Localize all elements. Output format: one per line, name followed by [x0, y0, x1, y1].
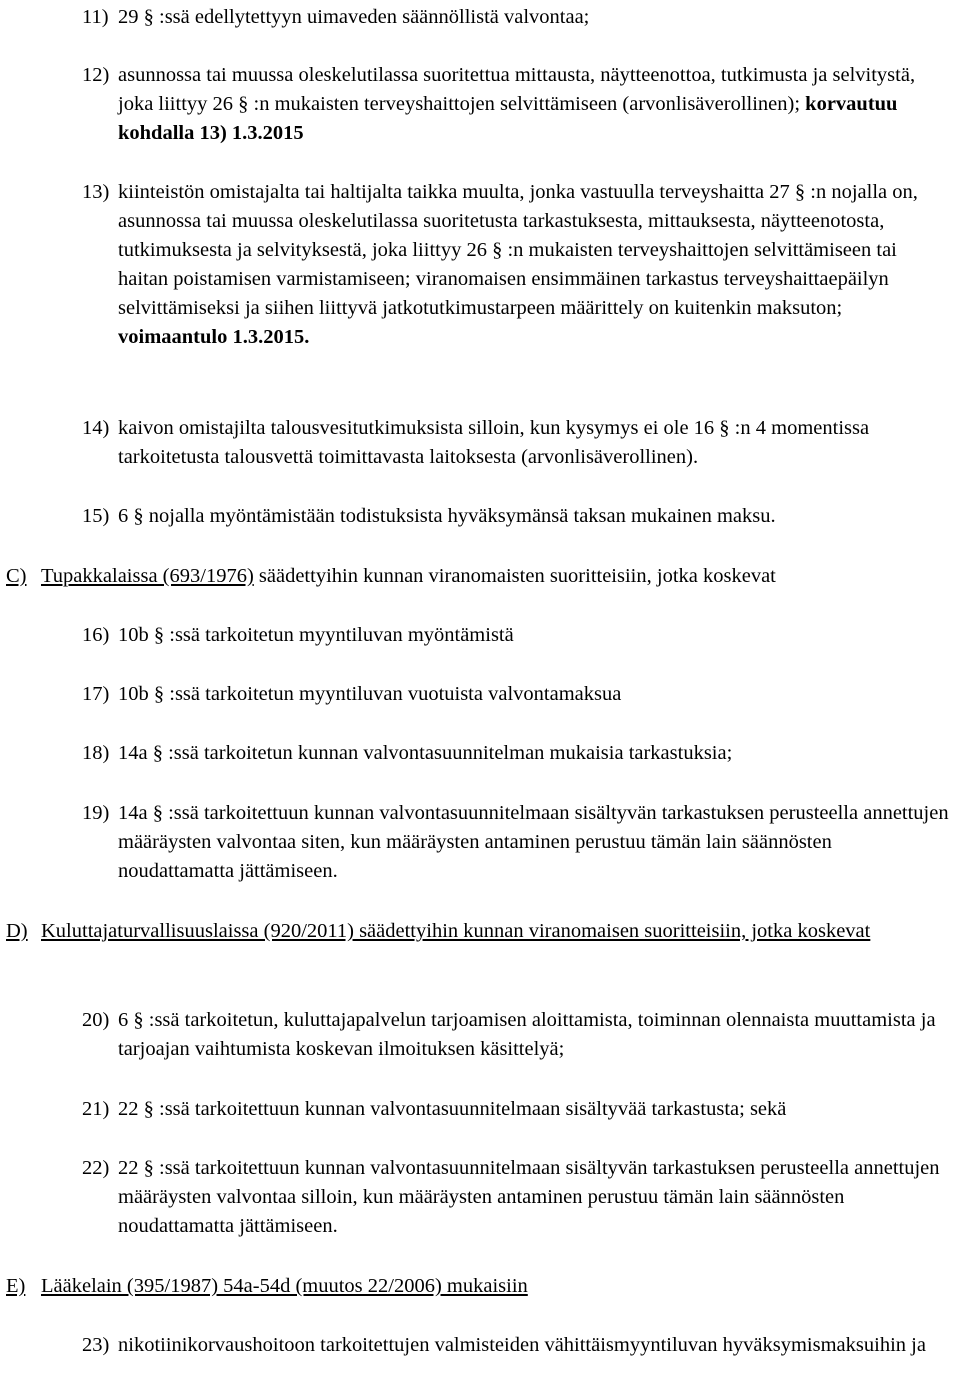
item-text: 22 § :ssä tarkoitettuun kunnan valvontasuunnitelmaan sisältyvän tarkastuksen perusteella annettujen määräysten valvontaa silloin, kun määräysten antaminen perustuu tämän lain säännösten noudattamatta jättämiseen. — [118, 1157, 940, 1237]
section-text: Tupakkalaissa (693/1976) säädettyihin kunnan viranomaisten suoritteisiin, jotka koskevat — [41, 565, 776, 587]
item-number: 18) — [82, 742, 110, 764]
list-item-21 — [82, 1095, 952, 1124]
section-d-heading — [6, 917, 956, 946]
list-item-11 — [82, 3, 952, 32]
item-number: 12) — [82, 64, 110, 86]
section-e-heading — [6, 1272, 956, 1301]
list-item-15 — [82, 502, 952, 531]
list-item-12 — [82, 61, 952, 148]
section-law: Kuluttajaturvallisuuslaissa (920/2011) säädettyihin kunnan viranomaisen suoritteisiin, jotka koskevat — [41, 920, 871, 942]
item-number: 11) — [82, 6, 109, 28]
list-item-17 — [82, 680, 952, 709]
list-item-23 — [82, 1331, 952, 1360]
list-item-20 — [82, 1006, 952, 1064]
item-number: 20) — [82, 1009, 110, 1031]
item-number: 19) — [82, 802, 110, 824]
section-text — [41, 917, 956, 946]
item-text: asunnossa tai muussa oleskelutilassa suoritettua mittausta, näytteenottoa, tutkimusta ja selvitystä, joka liittyy 26 § :n mukaisten terveyshaittojen selvittämiseen (arvonlisäverollinen); korvautuu kohdalla 13) 1.3.2015 — [118, 64, 916, 144]
item-text: kaivon omistajilta talousvesitutkimuksista silloin, kun kysymys ei ole 16 § :n 4 momentissa tarkoitetusta talousvettä toimittavasta laitoksesta (arvonlisäverollinen). — [118, 417, 870, 468]
list-item-22 — [82, 1154, 952, 1241]
section-letter: D) — [6, 920, 28, 942]
list-item-19 — [82, 799, 952, 886]
item-text: 10b § :ssä tarkoitetun myyntiluvan vuotuista valvontamaksua — [118, 683, 622, 705]
bold-note: voimaantulo 1.3.2015. — [118, 326, 310, 348]
item-text: 6 § :ssä tarkoitetun, kuluttajapalvelun tarjoamisen aloittamista, toiminnan olennaista muuttamista ja tarjoajan vaihtumista koskevan ilmoituksen käsittelyä; — [118, 1009, 936, 1060]
item-number: 22) — [82, 1157, 110, 1179]
item-number: 15) — [82, 505, 110, 527]
list-item-16 — [82, 621, 952, 650]
item-text: nikotiinikorvaushoitoon tarkoitettujen valmisteiden vähittäismyyntiluvan hyväksymismaksuihin ja — [118, 1334, 926, 1356]
list-item-14 — [82, 414, 952, 472]
item-text: 22 § :ssä tarkoitettuun kunnan valvontasuunnitelmaan sisältyvää tarkastusta; sekä — [118, 1098, 787, 1120]
item-text: 14a § :ssä tarkoitettuun kunnan valvontasuunnitelmaan sisältyvän tarkastuksen perusteella annettujen määräysten valvontaa siten, kun määräysten antaminen perustuu tämän lain säännösten noudattamatta jättämiseen. — [118, 802, 949, 882]
item-number: 21) — [82, 1098, 110, 1120]
item-number: 16) — [82, 624, 110, 646]
section-law: Tupakkalaissa (693/1976) — [41, 565, 254, 587]
item-number: 23) — [82, 1334, 110, 1356]
item-text: 10b § :ssä tarkoitetun myyntiluvan myöntämistä — [118, 624, 514, 646]
list-item-18 — [82, 739, 952, 768]
item-text: kiinteistön omistajalta tai haltijalta taikka muulta, jonka vastuulla terveyshaitta 27 § :n nojalla on, asunnossa tai muussa oleskelutilassa suoritetusta tarkastuksesta, mittauksesta, näytteenotosta, tutkimuksesta ja selvityksestä, joka liittyy 26 § :n mukaisten terveyshaittojen selvittämiseen tai haitan poistamisen varmistamiseen; viranomaisen ensimmäinen tarkastus terveyshaittaepäilyn selvittämiseksi ja siihen liittyvä jatkotutkimustarpeen määrittely on kuitenkin maksuton; voimaantulo 1.3.2015. — [118, 181, 918, 348]
item-text: 6 § nojalla myöntämistään todistuksista hyväksymänsä taksan mukainen maksu. — [118, 505, 776, 527]
section-c-heading — [6, 562, 956, 591]
item-number: 17) — [82, 683, 110, 705]
section-letter: E) — [6, 1275, 26, 1297]
item-text: 14a § :ssä tarkoitetun kunnan valvontasuunnitelman mukaisia tarkastuksia; — [118, 742, 733, 764]
section-law: Lääkelain (395/1987) 54a-54d (muutos 22/2006) mukaisiin — [41, 1275, 528, 1297]
item-text: 29 § :ssä edellytettyyn uimaveden säännöllistä valvontaa; — [118, 6, 590, 28]
section-letter: C) — [6, 565, 27, 587]
bold-note: korvautuu kohdalla 13) 1.3.2015 — [118, 93, 898, 144]
item-number: 14) — [82, 417, 110, 439]
section-text — [41, 1272, 956, 1301]
item-number: 13) — [82, 181, 110, 203]
list-item-13 — [82, 178, 952, 352]
